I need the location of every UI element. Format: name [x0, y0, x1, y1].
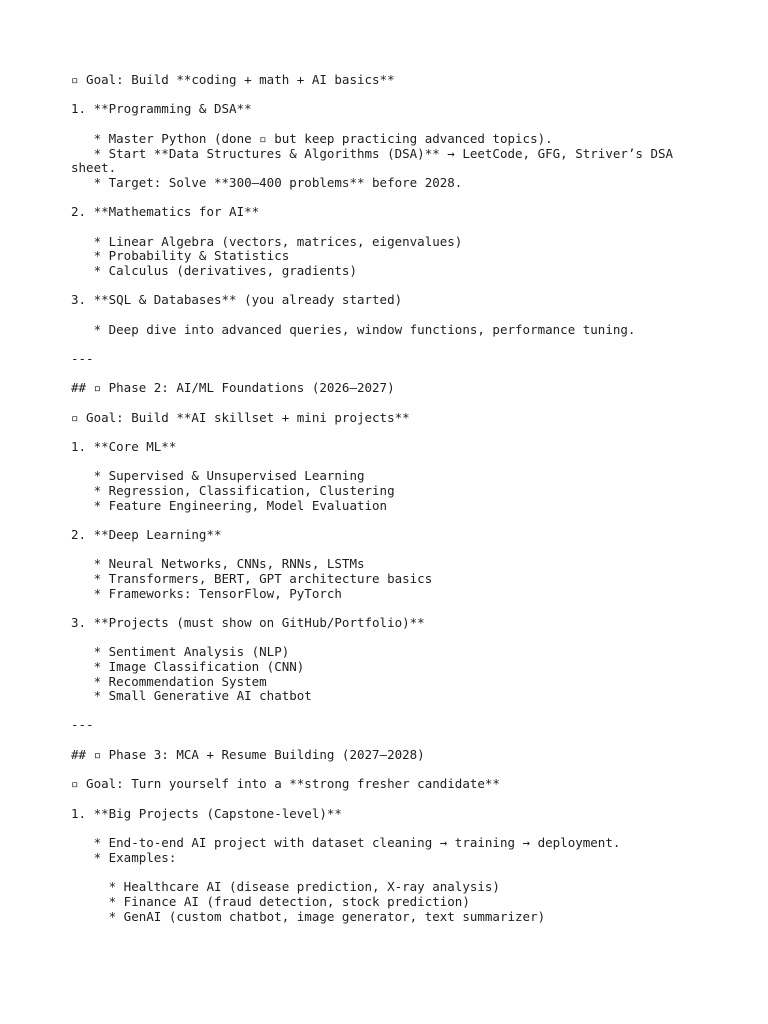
section-heading: 3. **Projects (must show on GitHub/Portfolio)** [71, 615, 425, 630]
sub-list-item: * Finance AI (fraud detection, stock prediction) [71, 894, 470, 909]
list-item: * Deep dive into advanced queries, window functions, performance tuning. [71, 322, 636, 337]
list-item: * End-to-end AI project with dataset cleaning → training → deployment. [71, 835, 621, 850]
list-item: * Regression, Classification, Clustering [71, 483, 395, 498]
list-item: * Image Classification (CNN) [71, 659, 305, 674]
list-item: * Small Generative AI chatbot [71, 688, 312, 703]
list-item: * Start **Data Structures & Algorithms (DSA)** → LeetCode, GFG, Striver’s DSA [71, 146, 674, 161]
section-heading: 3. **SQL & Databases** (you already started) [71, 292, 403, 307]
list-item: * Feature Engineering, Model Evaluation [71, 498, 388, 513]
horizontal-rule: --- [71, 717, 94, 732]
list-item: * Sentiment Analysis (NLP) [71, 644, 290, 659]
section-heading: 1. **Core ML** [71, 439, 177, 454]
list-item: * Calculus (derivatives, gradients) [71, 263, 357, 278]
sub-list-item: * Healthcare AI (disease prediction, X-ray analysis) [71, 879, 500, 894]
goal-line: ▫ Goal: Build **AI skillset + mini projects** [71, 410, 410, 425]
list-item: * Examples: [71, 850, 177, 865]
list-item: * Master Python (done ▫ but keep practicing advanced topics). [71, 131, 553, 146]
goal-line: ▫ Goal: Turn yourself into a **strong fresher candidate** [71, 776, 500, 791]
section-heading: 1. **Programming & DSA** [71, 101, 252, 116]
list-item: * Target: Solve **300–400 problems** before 2028. [71, 175, 463, 190]
list-item-wrap: sheet. [71, 160, 117, 175]
list-item: * Transformers, BERT, GPT architecture basics [71, 571, 433, 586]
list-item: * Recommendation System [71, 674, 267, 689]
horizontal-rule: --- [71, 351, 94, 366]
sub-list-item: * GenAI (custom chatbot, image generator, text summarizer) [71, 909, 546, 924]
section-heading: 2. **Mathematics for AI** [71, 204, 260, 219]
list-item: * Linear Algebra (vectors, matrices, eigenvalues) [71, 234, 463, 249]
list-item: * Neural Networks, CNNs, RNNs, LSTMs [71, 556, 365, 571]
list-item: * Probability & Statistics [71, 248, 290, 263]
list-item: * Supervised & Unsupervised Learning [71, 468, 365, 483]
section-heading: 1. **Big Projects (Capstone-level)** [71, 806, 342, 821]
goal-line: ▫ Goal: Build **coding + math + AI basics** [71, 72, 395, 87]
phase-heading: ## ▫ Phase 3: MCA + Resume Building (2027–2028) [71, 747, 425, 762]
list-item: * Frameworks: TensorFlow, PyTorch [71, 586, 342, 601]
section-heading: 2. **Deep Learning** [71, 527, 222, 542]
phase-heading: ## ▫ Phase 2: AI/ML Foundations (2026–2027) [71, 380, 395, 395]
